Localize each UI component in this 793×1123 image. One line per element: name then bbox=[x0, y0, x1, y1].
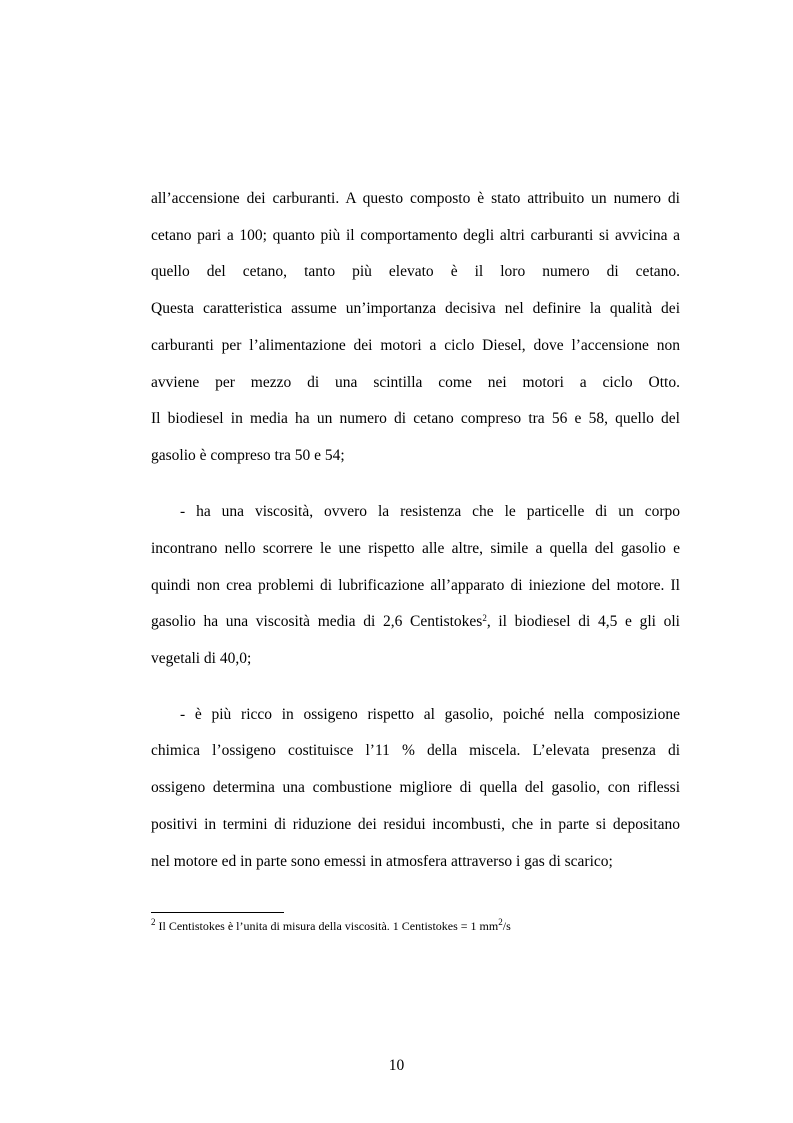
text-line: quello del cetano, tanto più elevato è il loro numero di cetano. bbox=[151, 263, 680, 280]
text-line: cetano pari a 100; quanto più il comportamento degli altri carburanti si avvicina a bbox=[151, 227, 680, 244]
text-segment: gasolio ha una viscosità media di 2,6 Centistokes bbox=[151, 613, 483, 630]
text-line: chimica l’ossigeno costituisce l’11 % della miscela. L’elevata presenza di bbox=[151, 742, 680, 759]
text-line: Il biodiesel in media ha un numero di cetano compreso tra 56 e 58, quello del bbox=[151, 410, 680, 427]
footnote bbox=[151, 918, 511, 934]
text-line: incontrano nello scorrere le une rispetto alle altre, simile a quella del gasolio e bbox=[151, 540, 680, 557]
text-line-with-footnote bbox=[151, 612, 680, 632]
footnote-text: Il Centistokes è l’unita di misura della viscosità. 1 Centistokes = 1 mm bbox=[155, 919, 499, 933]
text-line: all’accensione dei carburanti. A questo composto è stato attribuito un numero di bbox=[151, 190, 680, 207]
text-line: gasolio è compreso tra 50 e 54; bbox=[151, 447, 345, 464]
text-line: Questa caratteristica assume un’importanza decisiva nel definire la qualità dei bbox=[151, 300, 680, 317]
text-line: quindi non crea problemi di lubrificazione all’apparato di iniezione del motore. Il bbox=[151, 577, 680, 594]
list-item-dash: - è più ricco in ossigeno rispetto al gasolio, poiché nella composizione bbox=[180, 706, 680, 723]
text-line: ossigeno determina una combustione migliore di quella del gasolio, con riflessi bbox=[151, 779, 680, 796]
footnote-separator bbox=[151, 912, 284, 913]
page-number: 10 bbox=[388, 1057, 405, 1074]
text-line: avviene per mezzo di una scintilla come nei motori a ciclo Otto. bbox=[151, 374, 680, 391]
list-item-dash: - ha una viscosità, ovvero la resistenza che le particelle di un corpo bbox=[180, 503, 680, 520]
text-line: vegetali di 40,0; bbox=[151, 650, 252, 667]
footnote-text-end: /s bbox=[502, 919, 511, 933]
footnote-ref: 2 bbox=[482, 613, 487, 623]
footnote-marker: 2 bbox=[151, 917, 156, 927]
text-line: carburanti per l’alimentazione dei motori a ciclo Diesel, dove l’accensione non bbox=[151, 337, 680, 354]
footnote-exponent: 2 bbox=[498, 917, 503, 927]
text-line: positivi in termini di riduzione dei residui incombusti, che in parte si depositano bbox=[151, 816, 680, 833]
text-segment: , il biodiesel di 4,5 e gli oli bbox=[486, 613, 680, 630]
text-line: nel motore ed in parte sono emessi in atmosfera attraverso i gas di scarico; bbox=[151, 853, 613, 870]
